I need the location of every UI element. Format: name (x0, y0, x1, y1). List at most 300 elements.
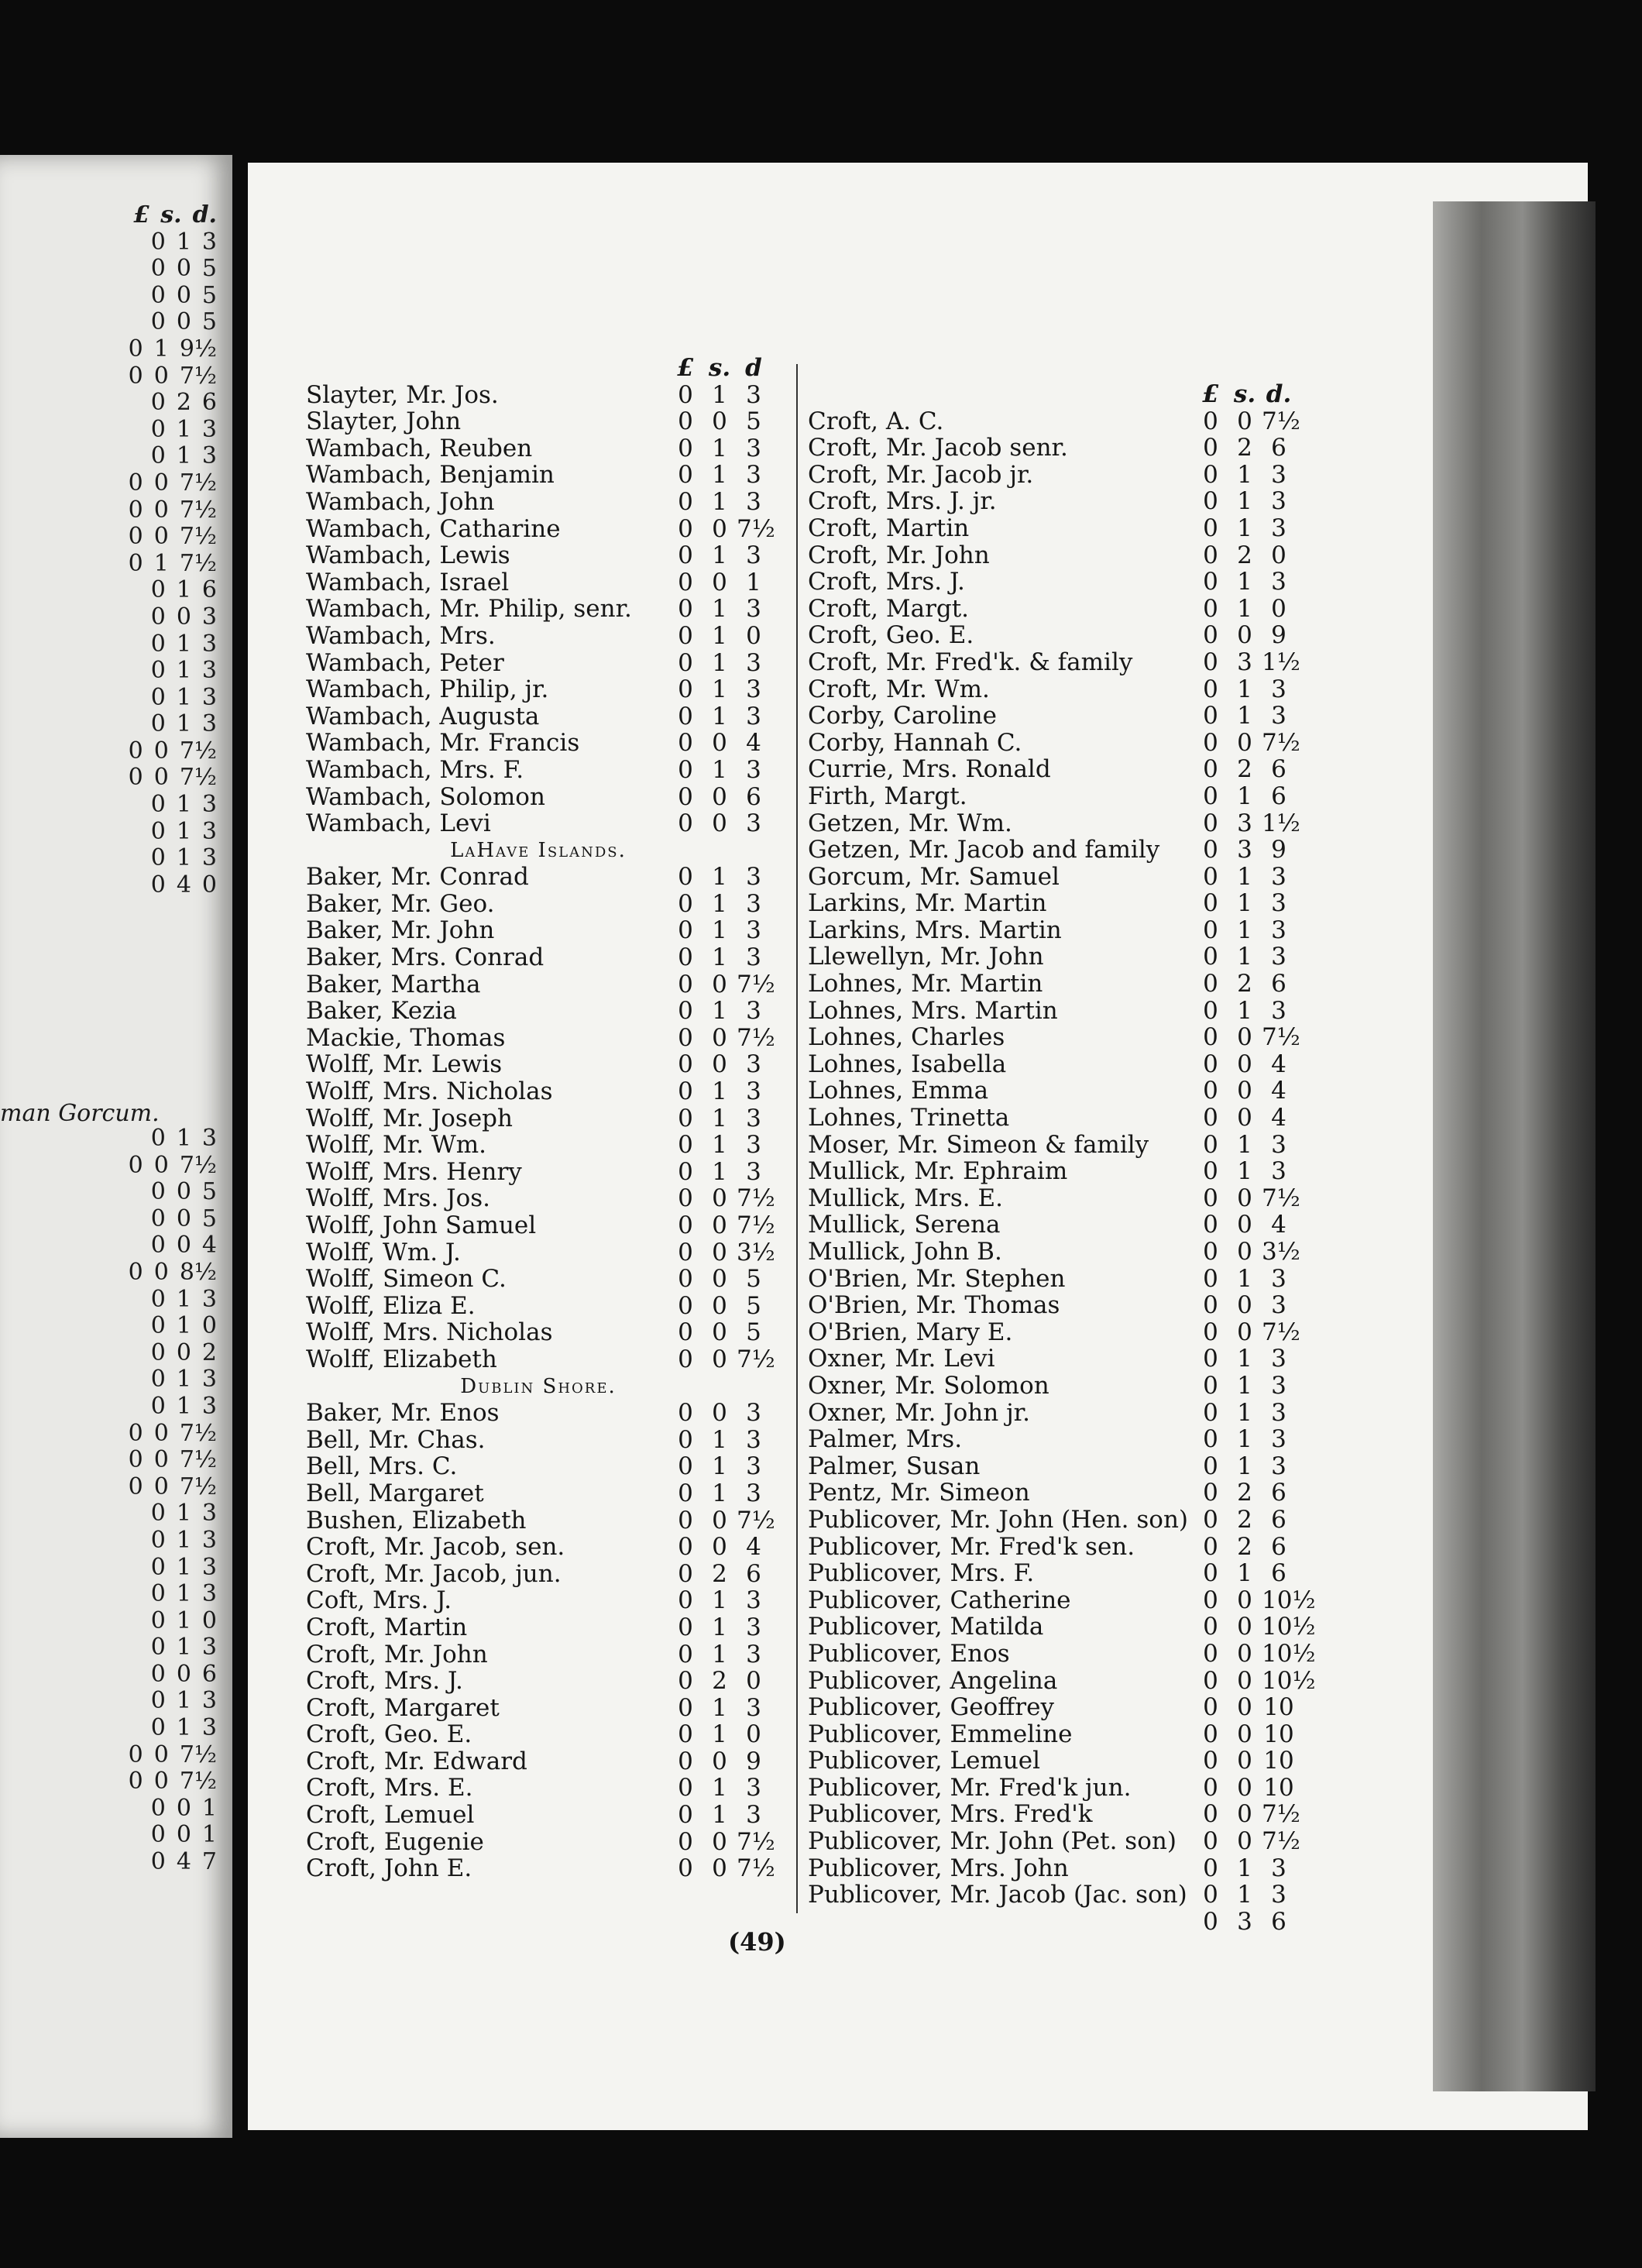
amount-cell: 0 (746, 621, 761, 650)
amount-cell: 0 (1237, 1077, 1252, 1105)
subscription-amount (1194, 1721, 1296, 1748)
amount-cell: 2 (1237, 755, 1252, 784)
subscription-amount (668, 1159, 771, 1186)
subscription-amount (668, 1480, 771, 1507)
amount-cell: 10 (1263, 1747, 1294, 1775)
amount-cell: 0 (712, 1238, 727, 1266)
subscription-amount (668, 514, 775, 543)
subscriber-row (306, 864, 771, 891)
amount-cell: 1 (712, 943, 727, 972)
subscription-amount (1194, 1292, 1296, 1319)
amount-cell: 3 (746, 434, 761, 462)
subscription-amount (668, 623, 771, 650)
amount-row (70, 603, 217, 631)
amount-cell: 3 (746, 1425, 761, 1454)
subscription-amount (668, 1641, 771, 1668)
amount-cell: 3 (201, 1500, 217, 1527)
subscriber-row (306, 784, 771, 811)
amount-cell: 1 (1237, 460, 1252, 489)
amount-cell: 0 (153, 1151, 169, 1179)
subscriber-name: Croft, Martin (306, 1613, 468, 1641)
amount-row (70, 576, 217, 603)
subscription-amount (668, 489, 771, 516)
amount-cell: 0 (1203, 1666, 1218, 1695)
amount-cell: 0 (678, 1104, 693, 1132)
amount-cell: 0 (1203, 889, 1218, 918)
amount-cell: 0 (150, 1204, 166, 1232)
amount-cell: 0 (1203, 675, 1218, 703)
amount-cell: 3 (746, 916, 761, 945)
amount-cell: 0 (150, 1848, 166, 1876)
amount-row (70, 1152, 217, 1179)
amount-cell: 0 (1203, 594, 1218, 623)
subscriber-row (306, 1211, 775, 1239)
amount-cell: 0 (150, 1500, 166, 1527)
amount-cell: 0 (128, 1151, 143, 1179)
amount-cell: 7½ (737, 1506, 775, 1534)
amount-row (70, 1634, 217, 1661)
amount-cell: 0 (678, 1345, 693, 1373)
amount-cell: 0 (678, 702, 693, 730)
amount-cell: 0 (712, 1399, 727, 1428)
amount-cell: 0 (1203, 1586, 1218, 1614)
amount-cell: 10½ (1262, 1639, 1316, 1668)
subscriber-name: Wolff, Mrs. Nicholas (306, 1078, 553, 1105)
subscriber-row (306, 382, 771, 409)
amount-cell: 0 (678, 1318, 693, 1347)
amount-row (70, 416, 217, 443)
amount-cell: 3 (746, 863, 761, 892)
amount-cell: 0 (128, 335, 143, 363)
subscriber-row (808, 1292, 1296, 1319)
amount-cell: 1 (712, 916, 727, 945)
amount-cell: 0 (150, 1285, 166, 1313)
amount-cell: 2 (176, 389, 191, 417)
amount-cell: 3 (746, 1586, 761, 1615)
subscription-amount (668, 1561, 771, 1588)
subscriber-name: Mullick, Mrs. E. (808, 1184, 1003, 1212)
amount-cell: 0 (1271, 541, 1286, 569)
amount-cell: 0 (150, 683, 166, 711)
section-heading: LaHave Islands. (450, 838, 627, 862)
subscriber-row (306, 408, 771, 435)
subscriber-row (808, 1132, 1296, 1159)
amount-cell: 3 (201, 1580, 217, 1608)
amount-cell: 0 (1203, 1505, 1218, 1534)
amount-cell: 7½ (1262, 407, 1300, 435)
amount-cell: 2 (712, 1667, 727, 1696)
amount-cell: 0 (1203, 755, 1218, 784)
amount-cell: 3 (1271, 1264, 1286, 1293)
amount-cell: 0 (153, 496, 169, 524)
subscriber-name: Wambach, Lewis (306, 542, 510, 569)
amount-cell: 1 (1237, 675, 1252, 703)
amount-cell: 0 (150, 1794, 166, 1822)
amount-cell: 3 (201, 1634, 217, 1661)
amount-cell: 3 (201, 1366, 217, 1393)
amount-cell: 3 (746, 943, 761, 972)
subscriber-name: Publicover, Geoffrey (808, 1694, 1054, 1721)
subscriber-name: Wolff, Eliza E. (306, 1292, 476, 1320)
subscriber-name: Publicover, Matilda (808, 1613, 1044, 1641)
subscriber-row (808, 703, 1296, 730)
amount-cell: 1 (712, 1801, 727, 1830)
amount-cell: 3 (1271, 1371, 1286, 1400)
amount-cell: 3 (746, 755, 761, 784)
subscriber-row (306, 1641, 771, 1668)
subscriber-list-left (306, 354, 775, 1883)
column-header-currency (668, 355, 771, 382)
subscriber-row (808, 596, 1296, 623)
amount-cell: 0 (153, 1768, 169, 1796)
amount-cell: 7½ (179, 549, 217, 577)
amount-cell: 10 (1263, 1720, 1294, 1748)
amount-cell: 0 (150, 1125, 166, 1152)
amount-cell: 0 (678, 1827, 693, 1856)
amount-cell: 0 (678, 1157, 693, 1186)
subscription-amount (668, 569, 771, 596)
amount-row (70, 1339, 217, 1366)
amount-cell: 0 (153, 469, 169, 497)
amount-cell: 0 (1237, 1720, 1252, 1748)
amount-cell: 1 (712, 1693, 727, 1722)
amount-row (70, 1178, 217, 1205)
subscription-amount (668, 1668, 771, 1695)
amount-cell: 0 (1237, 1747, 1252, 1775)
subscriber-name: Wambach, Catharine (306, 515, 561, 543)
subscription-amount (1194, 1132, 1296, 1159)
amount-cell: 5 (201, 308, 217, 336)
amount-cell: 1 (1237, 889, 1252, 918)
subscriber-row (306, 1854, 775, 1883)
amount-cell: 1 (176, 1580, 191, 1608)
subscription-amount (668, 1775, 771, 1802)
subscriber-list-right (808, 380, 1316, 1936)
amount-cell: 0 (150, 844, 166, 872)
subscriber-name: Lohnes, Isabella (808, 1050, 1007, 1078)
amount-cell: 1 (712, 1479, 727, 1507)
amount-cell: 0 (678, 943, 693, 972)
amount-cell: 1 (712, 461, 727, 490)
subscriber-name: Croft, Mrs. J. (808, 569, 965, 596)
header-cell: s. (160, 201, 182, 229)
amount-cell: 3 (746, 702, 761, 730)
subscriber-row (306, 596, 771, 623)
amount-cell: 0 (678, 1265, 693, 1294)
amount-cell: 1 (712, 755, 727, 784)
amount-cell: 1 (153, 549, 169, 577)
amount-cell: 3 (1271, 568, 1286, 596)
amount-row (70, 1768, 217, 1795)
amount-cell: 1 (1237, 1452, 1252, 1480)
column-divider (796, 364, 798, 1913)
subscription-amount (1194, 1694, 1296, 1721)
subscriber-row (306, 1400, 771, 1427)
subscriber-name: Baker, Mrs. Conrad (306, 944, 544, 971)
amount-cell: 1 (201, 1794, 217, 1822)
amount-row (70, 442, 217, 469)
subscriber-name: Pentz, Mr. Simeon (808, 1479, 1030, 1507)
subscriber-name: Wolff, Simeon C. (306, 1266, 507, 1293)
amount-cell: 8½ (179, 1258, 217, 1286)
amount-row (70, 1500, 217, 1527)
subscriber-name: Wolff, Mrs. Jos. (306, 1185, 490, 1212)
subscriber-name: Croft, Mr. Fred'k. & family (808, 648, 1133, 676)
amount-cell: 3 (201, 791, 217, 819)
subscriber-name (808, 1909, 1194, 1936)
amount-cell: 0 (678, 675, 693, 704)
amount-cell: 3 (746, 487, 761, 516)
subscriber-row (306, 650, 771, 677)
subscription-amount (668, 784, 771, 811)
amount-cell: 0 (1203, 407, 1218, 435)
amount-cell: 0 (1237, 1613, 1252, 1641)
amount-cell: 3 (746, 380, 761, 409)
amount-cell: 0 (678, 1291, 693, 1320)
subscriber-row (808, 1051, 1296, 1078)
subscriber-name: Publicover, Emmeline (808, 1720, 1073, 1748)
subscriber-row (808, 1639, 1316, 1668)
amount-cell: 0 (678, 755, 693, 784)
subscription-amount (1194, 917, 1296, 944)
subscriber-name: Croft, Margt. (808, 595, 970, 623)
amount-cell: 0 (150, 255, 166, 283)
subscriber-name: Firth, Margt. (808, 782, 967, 810)
amount-cell: 1 (176, 630, 191, 658)
amount-cell: 3 (1271, 889, 1286, 918)
amount-cell: 3 (746, 1693, 761, 1722)
subscriber-row (808, 1345, 1296, 1373)
amount-cell: 0 (678, 1586, 693, 1615)
amount-cell: 0 (1237, 1800, 1252, 1829)
amount-cell: 1 (712, 1157, 727, 1186)
amount-cell: 0 (128, 1258, 143, 1286)
amount-cell: 1 (712, 541, 727, 570)
amount-cell: 3 (201, 710, 217, 738)
amount-cell: 0 (128, 1419, 143, 1447)
amount-row (70, 871, 217, 899)
amount-cell: 0 (678, 648, 693, 677)
subscriber-row (808, 1238, 1300, 1266)
subscription-amount (1194, 596, 1296, 623)
amount-cell: 0 (128, 496, 143, 524)
amount-cell: 0 (678, 1050, 693, 1079)
amount-cell: 0 (153, 1419, 169, 1447)
amount-cell: 0 (1237, 407, 1252, 435)
subscriber-row (306, 1159, 771, 1186)
subscriber-row (808, 1800, 1300, 1829)
subscriber-name: Croft, Mrs. J. (306, 1668, 463, 1695)
amount-cell: 3½ (737, 1238, 775, 1266)
amount-cell: 0 (678, 1693, 693, 1722)
subscriber-name: Wambach, John (306, 488, 495, 516)
amount-cell: 0 (150, 308, 166, 336)
subscriber-name: Wambach, Mr. Philip, senr. (306, 596, 632, 623)
subscriber-row (808, 648, 1300, 676)
amount-cell: 7 (201, 1848, 217, 1876)
header-cell: d. (1266, 380, 1292, 408)
amount-cell: 5 (201, 1204, 217, 1232)
amount-cell: 0 (153, 1741, 169, 1768)
amount-cell: 0 (1203, 1747, 1218, 1775)
amount-cell: 3 (1271, 514, 1286, 542)
subscriber-name: Baker, Mr. Geo. (306, 890, 495, 918)
amount-cell: 0 (1203, 1157, 1218, 1186)
amount-cell: 0 (712, 568, 727, 596)
amount-cell: 3 (746, 1157, 761, 1186)
amount-cell: 0 (1203, 702, 1218, 730)
subscriber-row (306, 462, 771, 489)
amount-cell: 0 (1237, 1238, 1252, 1266)
header-cell: s. (1233, 380, 1256, 408)
amount-cell: 3 (1271, 1398, 1286, 1427)
amount-cell: 0 (1203, 1452, 1218, 1480)
amount-row (70, 1259, 217, 1286)
subscriber-name: Croft, John E. (306, 1855, 472, 1882)
amount-cell: 9 (1271, 621, 1286, 650)
amount-cell: 7½ (1262, 1827, 1300, 1856)
subscriber-row (306, 810, 771, 837)
subscriber-row (306, 1051, 771, 1078)
amount-cell: 3 (201, 630, 217, 658)
amount-cell: 1 (712, 1720, 727, 1749)
amount-cell: 6 (1271, 970, 1286, 998)
amount-row (70, 1286, 217, 1313)
amount-cell: 0 (712, 1827, 727, 1856)
amount-cell: 1½ (1262, 648, 1300, 676)
subscription-amount (1194, 1266, 1296, 1293)
amount-cell: 0 (128, 362, 143, 390)
subscriber-name: Wambach, Peter (306, 649, 504, 677)
amount-cell: 3 (201, 844, 217, 872)
amount-row (70, 1393, 217, 1420)
amount-cell: 1 (712, 1640, 727, 1668)
subscriber-row (306, 514, 775, 543)
amount-row (70, 1848, 217, 1875)
subscription-amount (1194, 1211, 1296, 1239)
amount-row (70, 1125, 217, 1152)
amount-cell: 10 (1263, 1773, 1294, 1802)
amount-cell: 7½ (179, 496, 217, 524)
amount-cell: 0 (678, 1479, 693, 1507)
subscriber-name: Croft, Mr. Edward (306, 1747, 527, 1775)
amount-cell: 0 (153, 764, 169, 792)
amount-cell: 7½ (179, 1151, 217, 1179)
amount-cell: 2 (1237, 1479, 1252, 1507)
subscriber-name: Bell, Mrs. C. (306, 1453, 458, 1480)
subscription-amount (668, 1721, 771, 1748)
amount-cell: 1 (712, 1586, 727, 1615)
amount-cell: 1 (176, 1687, 191, 1715)
subscriber-name: Croft, Eugenie (306, 1828, 484, 1856)
amount-cell: 0 (1203, 568, 1218, 596)
subscription-amount (1194, 1775, 1296, 1802)
amount-cell: 0 (1203, 541, 1218, 569)
amount-cell: 0 (153, 1472, 169, 1500)
amount-cell: 1 (176, 442, 191, 470)
amount-cell: 0 (128, 737, 143, 765)
amount-cell: 1 (1237, 1264, 1252, 1293)
amount-cell: 3 (746, 541, 761, 570)
amount-cell: 6 (1271, 1532, 1286, 1561)
amount-cell: 3 (201, 442, 217, 470)
amount-cell: 0 (1203, 1532, 1218, 1561)
amount-cell: 1 (712, 702, 727, 730)
amount-cell: 0 (678, 809, 693, 838)
amount-cell: 0 (176, 308, 191, 336)
subscriber-name: Croft, A. C. (808, 407, 944, 435)
subscriber-name: Croft, Mr. Jacob, sen. (306, 1534, 565, 1561)
amount-cell: 7½ (179, 1472, 217, 1500)
amount-cell: 0 (176, 281, 191, 309)
subscription-amount (668, 1400, 771, 1427)
amount-cell: 3 (746, 1104, 761, 1132)
amount-cell: 0 (678, 461, 693, 490)
amount-cell: 1 (1237, 594, 1252, 623)
header-cell: s. (708, 354, 731, 382)
subscriber-name: Wolff, Mrs. Nicholas (306, 1319, 553, 1346)
header-cell: d (745, 354, 762, 382)
amount-cell: 1 (176, 710, 191, 738)
amount-cell: 0 (1203, 1023, 1218, 1052)
amount-cell: 0 (1203, 1425, 1218, 1454)
amount-cell: 0 (1203, 1398, 1218, 1427)
amount-cell: 7½ (179, 737, 217, 765)
amount-cell: 6 (1271, 1907, 1286, 1936)
amount-cell: 0 (712, 1533, 727, 1562)
amount-cell: 0 (1203, 1184, 1218, 1212)
amount-cell: 7½ (737, 970, 775, 998)
amount-cell: 0 (150, 1821, 166, 1849)
subscriber-row (808, 542, 1296, 569)
subscriber-row (808, 1694, 1296, 1721)
amount-cell: 3 (1271, 1452, 1286, 1480)
amount-cell: 1 (1237, 862, 1252, 891)
amount-cell: 1 (712, 1425, 727, 1454)
amount-cell: 0 (1203, 1130, 1218, 1159)
amount-cell: 1 (176, 817, 191, 845)
amount-cell: 0 (1237, 1693, 1252, 1722)
section-heading: Dublin Shore. (460, 1374, 617, 1398)
amount-cell: 0 (176, 1204, 191, 1232)
subscription-amount (1194, 1453, 1296, 1480)
subscriber-row (808, 407, 1300, 435)
amount-cell: 0 (128, 1472, 143, 1500)
amount-cell: 0 (712, 809, 727, 838)
subscriber-row (808, 1318, 1300, 1346)
subscription-amount (1194, 407, 1300, 435)
amount-cell: 3 (1271, 1130, 1286, 1159)
subscription-amount (1194, 1238, 1300, 1266)
subscriber-name: Publicover, Mr. Jacob (Jac. son) (808, 1881, 1187, 1909)
amount-row (70, 1366, 217, 1393)
amount-cell: 3 (201, 1714, 217, 1742)
subscription-amount (668, 1078, 771, 1105)
amount-cell: 0 (678, 1559, 693, 1588)
amount-cell: 0 (678, 1854, 693, 1883)
subscriber-row (808, 676, 1296, 703)
subscription-amount (668, 676, 771, 703)
subscription-amount (668, 1105, 771, 1132)
amount-cell: 2 (712, 1559, 727, 1588)
subscription-amount (1194, 783, 1296, 810)
amount-cell: 0 (678, 1452, 693, 1481)
amount-cell: 3 (1271, 943, 1286, 971)
amount-cell: 0 (678, 916, 693, 945)
subscription-amount (668, 1506, 775, 1534)
subscription-amount (1194, 1023, 1300, 1052)
subscriber-name: Oxner, Mr. Levi (808, 1345, 995, 1373)
